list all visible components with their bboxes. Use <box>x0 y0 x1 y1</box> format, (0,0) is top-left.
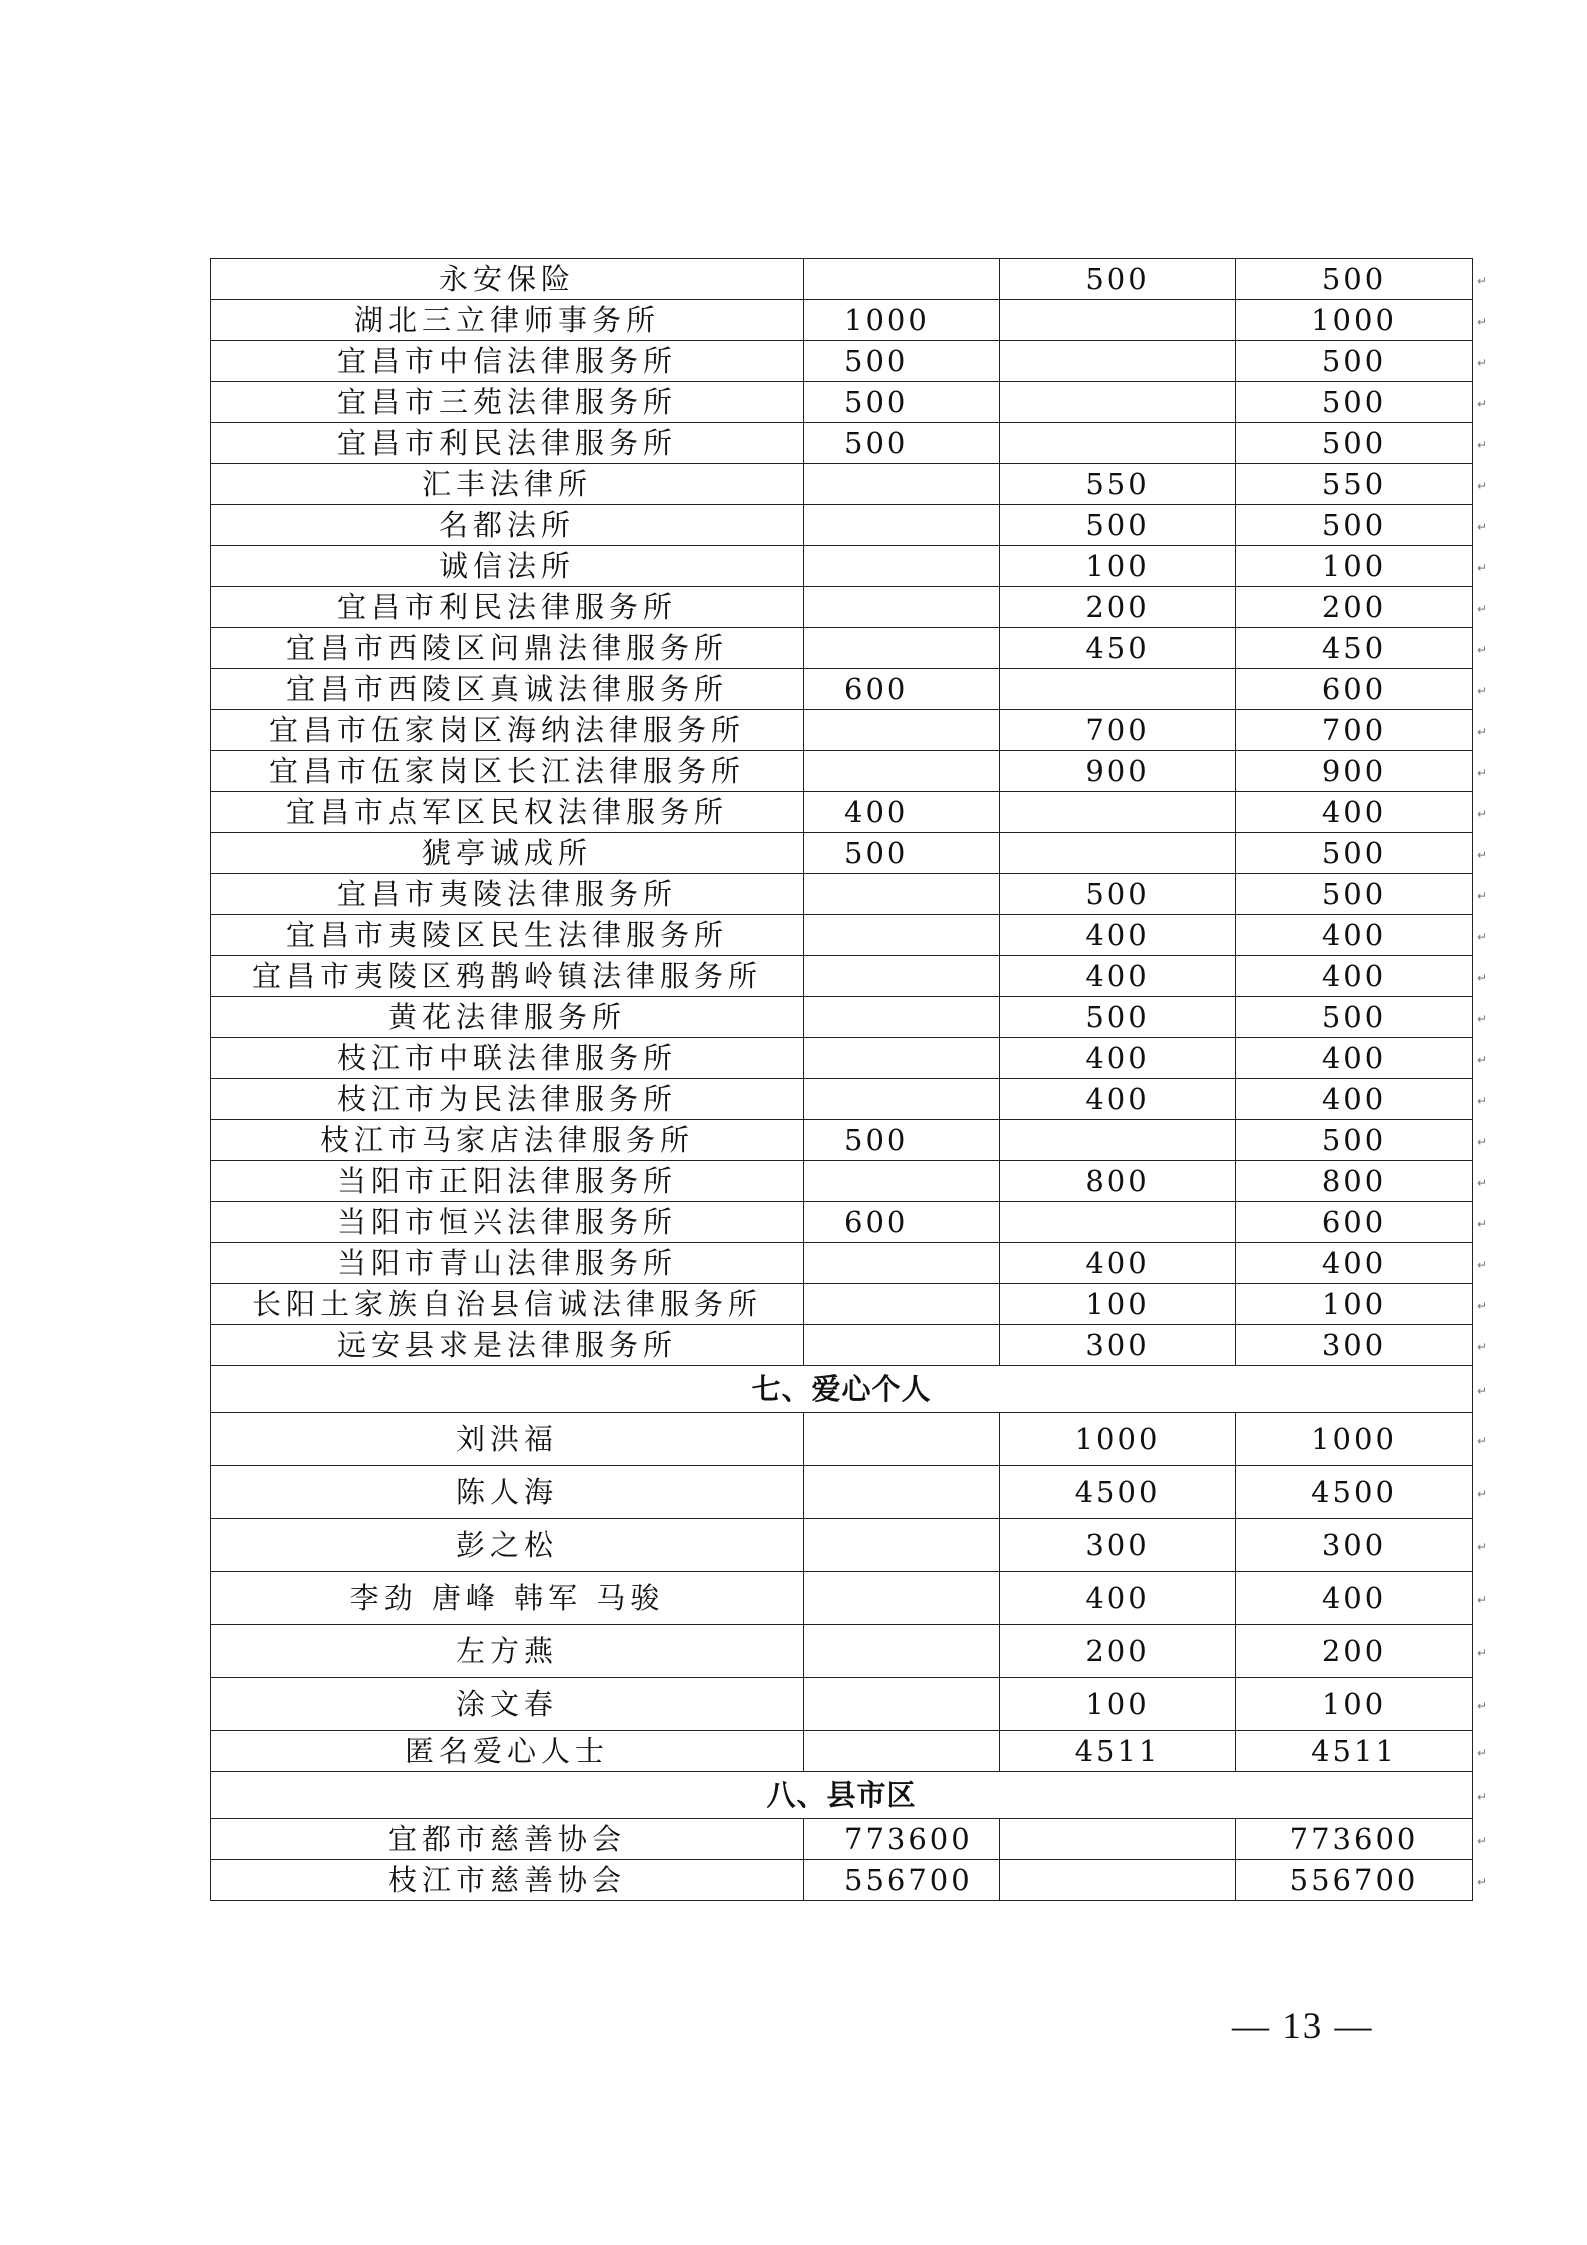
amount-cell-1 <box>804 710 1000 751</box>
table-row <box>211 1466 1473 1519</box>
amount-cell-1 <box>804 751 1000 792</box>
table-row <box>211 1202 1473 1243</box>
table-row <box>211 669 1473 710</box>
donor-name-cell: 枝江市马家店法律服务所 <box>211 1120 804 1161</box>
total-cell: 1000 <box>1236 300 1473 341</box>
donor-name-cell: 永安保险 <box>211 259 804 300</box>
donor-name-cell: 汇丰法律所 <box>211 464 804 505</box>
amount-cell-1 <box>804 1079 1000 1120</box>
amount-cell-2 <box>1000 382 1236 423</box>
donor-name-cell: 猇亭诚成所 <box>211 833 804 874</box>
section-title: 八、县市区 <box>211 1772 1473 1819</box>
donor-name-cell: 枝江市中联法律服务所 <box>211 1038 804 1079</box>
amount-cell-2: 550 <box>1000 464 1236 505</box>
paragraph-mark-icon: ↵ <box>1477 602 1488 616</box>
donor-name-cell: 李劲 唐峰 韩军 马骏 <box>211 1572 804 1625</box>
amount-cell-1 <box>804 587 1000 628</box>
total-cell: 500 <box>1236 874 1473 915</box>
paragraph-mark-icon: ↵ <box>1477 725 1488 739</box>
amount-cell-1: 556700 <box>804 1860 1000 1901</box>
paragraph-mark-icon: ↵ <box>1477 1384 1488 1398</box>
amount-cell-1 <box>804 1678 1000 1731</box>
donor-name-cell: 宜昌市三苑法律服务所 <box>211 382 804 423</box>
donor-name-cell: 左方燕 <box>211 1625 804 1678</box>
amount-cell-1 <box>804 505 1000 546</box>
total-cell: 400 <box>1236 792 1473 833</box>
table-row <box>211 300 1473 341</box>
total-cell: 500 <box>1236 382 1473 423</box>
amount-cell-2: 200 <box>1000 587 1236 628</box>
amount-cell-1 <box>804 1161 1000 1202</box>
amount-cell-1 <box>804 1572 1000 1625</box>
paragraph-mark-icon: ↵ <box>1477 1834 1488 1848</box>
donor-name-cell: 陈人海 <box>211 1466 804 1519</box>
donor-name-cell: 当阳市青山法律服务所 <box>211 1243 804 1284</box>
amount-cell-2: 450 <box>1000 628 1236 669</box>
total-cell: 500 <box>1236 259 1473 300</box>
total-cell: 200 <box>1236 1625 1473 1678</box>
table-row <box>211 1161 1473 1202</box>
amount-cell-1: 400 <box>804 792 1000 833</box>
paragraph-mark-icon: ↵ <box>1477 1790 1488 1804</box>
total-cell: 450 <box>1236 628 1473 669</box>
amount-cell-1: 600 <box>804 669 1000 710</box>
amount-cell-2: 900 <box>1000 751 1236 792</box>
amount-cell-1 <box>804 546 1000 587</box>
amount-cell-1 <box>804 628 1000 669</box>
donor-name-cell: 黄花法律服务所 <box>211 997 804 1038</box>
amount-cell-1 <box>804 956 1000 997</box>
table-row <box>211 874 1473 915</box>
total-cell: 500 <box>1236 505 1473 546</box>
paragraph-mark-icon: ↵ <box>1477 520 1488 534</box>
amount-cell-1 <box>804 1325 1000 1366</box>
amount-cell-2: 100 <box>1000 1284 1236 1325</box>
amount-cell-2: 500 <box>1000 505 1236 546</box>
paragraph-mark-icon: ↵ <box>1477 889 1488 903</box>
amount-cell-2 <box>1000 669 1236 710</box>
paragraph-mark-icon: ↵ <box>1477 1487 1488 1501</box>
paragraph-mark-icon: ↵ <box>1477 1053 1488 1067</box>
total-cell: 800 <box>1236 1161 1473 1202</box>
table-row <box>211 587 1473 628</box>
donor-name-cell: 名都法所 <box>211 505 804 546</box>
amount-cell-1: 1000 <box>804 300 1000 341</box>
table-row <box>211 915 1473 956</box>
paragraph-mark-icon: ↵ <box>1477 971 1488 985</box>
donor-name-cell: 宜都市慈善协会 <box>211 1819 804 1860</box>
amount-cell-2: 400 <box>1000 956 1236 997</box>
table-row <box>211 1079 1473 1120</box>
paragraph-mark-icon: ↵ <box>1477 1746 1488 1760</box>
donor-name-cell: 彭之松 <box>211 1519 804 1572</box>
total-cell: 300 <box>1236 1325 1473 1366</box>
paragraph-mark-icon: ↵ <box>1477 356 1488 370</box>
table-row <box>211 1819 1473 1860</box>
amount-cell-2: 300 <box>1000 1519 1236 1572</box>
table-row <box>211 505 1473 546</box>
table-row <box>211 1038 1473 1079</box>
amount-cell-2 <box>1000 1120 1236 1161</box>
paragraph-mark-icon: ↵ <box>1477 684 1488 698</box>
table-row <box>211 1519 1473 1572</box>
amount-cell-2: 400 <box>1000 1038 1236 1079</box>
paragraph-mark-icon: ↵ <box>1477 1094 1488 1108</box>
paragraph-mark-icon: ↵ <box>1477 315 1488 329</box>
total-cell: 300 <box>1236 1519 1473 1572</box>
donor-name-cell: 宜昌市夷陵法律服务所 <box>211 874 804 915</box>
total-cell: 400 <box>1236 956 1473 997</box>
paragraph-mark-icon: ↵ <box>1477 1434 1488 1448</box>
total-cell: 4511 <box>1236 1731 1473 1772</box>
donor-name-cell: 枝江市为民法律服务所 <box>211 1079 804 1120</box>
total-cell: 600 <box>1236 669 1473 710</box>
table-row <box>211 1120 1473 1161</box>
amount-cell-2: 100 <box>1000 1678 1236 1731</box>
paragraph-mark-icon: ↵ <box>1477 1012 1488 1026</box>
paragraph-mark-icon: ↵ <box>1477 766 1488 780</box>
amount-cell-1 <box>804 1466 1000 1519</box>
total-cell: 400 <box>1236 915 1473 956</box>
paragraph-mark-icon: ↵ <box>1477 1258 1488 1272</box>
amount-cell-2 <box>1000 300 1236 341</box>
total-cell: 500 <box>1236 341 1473 382</box>
amount-cell-1 <box>804 915 1000 956</box>
paragraph-mark-icon: ↵ <box>1477 1340 1488 1354</box>
total-cell: 500 <box>1236 1120 1473 1161</box>
amount-cell-1: 500 <box>804 423 1000 464</box>
total-cell: 900 <box>1236 751 1473 792</box>
paragraph-mark-icon: ↵ <box>1477 1646 1488 1660</box>
table-row <box>211 751 1473 792</box>
amount-cell-2: 1000 <box>1000 1413 1236 1466</box>
table-row <box>211 956 1473 997</box>
amount-cell-2: 400 <box>1000 1572 1236 1625</box>
total-cell: 100 <box>1236 546 1473 587</box>
paragraph-mark-icon: ↵ <box>1477 561 1488 575</box>
total-cell: 600 <box>1236 1202 1473 1243</box>
table-row <box>211 628 1473 669</box>
table-row <box>211 1325 1473 1366</box>
paragraph-mark-icon: ↵ <box>1477 438 1488 452</box>
donor-name-cell: 当阳市恒兴法律服务所 <box>211 1202 804 1243</box>
amount-cell-2: 300 <box>1000 1325 1236 1366</box>
table-row <box>211 259 1473 300</box>
total-cell: 500 <box>1236 423 1473 464</box>
amount-cell-1 <box>804 1731 1000 1772</box>
donor-name-cell: 长阳土家族自治县信诚法律服务所 <box>211 1284 804 1325</box>
paragraph-mark-icon: ↵ <box>1477 930 1488 944</box>
table-row <box>211 1860 1473 1901</box>
table-row <box>211 1284 1473 1325</box>
section-header-row <box>211 1366 1473 1413</box>
total-cell: 400 <box>1236 1243 1473 1284</box>
amount-cell-1 <box>804 1519 1000 1572</box>
amount-cell-2 <box>1000 1202 1236 1243</box>
amount-cell-2: 500 <box>1000 997 1236 1038</box>
amount-cell-1: 500 <box>804 382 1000 423</box>
paragraph-mark-icon: ↵ <box>1477 274 1488 288</box>
amount-cell-1: 773600 <box>804 1819 1000 1860</box>
paragraph-mark-icon: ↵ <box>1477 1299 1488 1313</box>
amount-cell-1: 600 <box>804 1202 1000 1243</box>
amount-cell-1 <box>804 1284 1000 1325</box>
table-row <box>211 341 1473 382</box>
amount-cell-1 <box>804 259 1000 300</box>
amount-cell-2: 200 <box>1000 1625 1236 1678</box>
amount-cell-2: 400 <box>1000 1243 1236 1284</box>
donation-table <box>210 258 1473 1901</box>
table-row <box>211 710 1473 751</box>
paragraph-mark-icon: ↵ <box>1477 1699 1488 1713</box>
amount-cell-2: 500 <box>1000 259 1236 300</box>
donor-name-cell: 宜昌市利民法律服务所 <box>211 587 804 628</box>
paragraph-mark-icon: ↵ <box>1477 1593 1488 1607</box>
amount-cell-2: 4500 <box>1000 1466 1236 1519</box>
total-cell: 400 <box>1236 1038 1473 1079</box>
amount-cell-1 <box>804 464 1000 505</box>
paragraph-mark-icon: ↵ <box>1477 1217 1488 1231</box>
amount-cell-2 <box>1000 1860 1236 1901</box>
table-row <box>211 1625 1473 1678</box>
paragraph-mark-icon: ↵ <box>1477 1135 1488 1149</box>
amount-cell-2 <box>1000 833 1236 874</box>
table-row <box>211 997 1473 1038</box>
total-cell: 556700 <box>1236 1860 1473 1901</box>
total-cell: 550 <box>1236 464 1473 505</box>
donor-name-cell: 宜昌市中信法律服务所 <box>211 341 804 382</box>
table-row <box>211 1731 1473 1772</box>
total-cell: 773600 <box>1236 1819 1473 1860</box>
amount-cell-1 <box>804 997 1000 1038</box>
paragraph-mark-icon: ↵ <box>1477 848 1488 862</box>
paragraph-mark-icon: ↵ <box>1477 479 1488 493</box>
donor-name-cell: 宜昌市伍家岗区海纳法律服务所 <box>211 710 804 751</box>
table-row <box>211 792 1473 833</box>
amount-cell-1 <box>804 1625 1000 1678</box>
table-row <box>211 833 1473 874</box>
table-row <box>211 1243 1473 1284</box>
amount-cell-2 <box>1000 423 1236 464</box>
table-row <box>211 1678 1473 1731</box>
section-title: 七、爱心个人 <box>211 1366 1473 1413</box>
amount-cell-2: 500 <box>1000 874 1236 915</box>
donation-table-body <box>211 259 1473 1901</box>
donor-name-cell: 涂文春 <box>211 1678 804 1731</box>
total-cell: 200 <box>1236 587 1473 628</box>
total-cell: 400 <box>1236 1079 1473 1120</box>
amount-cell-2 <box>1000 792 1236 833</box>
donor-name-cell: 宜昌市西陵区真诚法律服务所 <box>211 669 804 710</box>
amount-cell-2 <box>1000 341 1236 382</box>
paragraph-mark-icon: ↵ <box>1477 397 1488 411</box>
table-row <box>211 1572 1473 1625</box>
paragraph-mark-icon: ↵ <box>1477 643 1488 657</box>
table-row <box>211 382 1473 423</box>
total-cell: 100 <box>1236 1284 1473 1325</box>
table-row <box>211 464 1473 505</box>
table-row <box>211 1413 1473 1466</box>
donor-name-cell: 宜昌市西陵区问鼎法律服务所 <box>211 628 804 669</box>
donor-name-cell: 宜昌市利民法律服务所 <box>211 423 804 464</box>
donor-name-cell: 刘洪福 <box>211 1413 804 1466</box>
total-cell: 500 <box>1236 833 1473 874</box>
donor-name-cell: 远安县求是法律服务所 <box>211 1325 804 1366</box>
amount-cell-2: 4511 <box>1000 1731 1236 1772</box>
donor-name-cell: 当阳市正阳法律服务所 <box>211 1161 804 1202</box>
paragraph-mark-icon: ↵ <box>1477 1875 1488 1889</box>
amount-cell-2: 700 <box>1000 710 1236 751</box>
amount-cell-1: 500 <box>804 1120 1000 1161</box>
donor-name-cell: 诚信法所 <box>211 546 804 587</box>
donor-name-cell: 宜昌市夷陵区鸦鹊岭镇法律服务所 <box>211 956 804 997</box>
donor-name-cell: 宜昌市点军区民权法律服务所 <box>211 792 804 833</box>
total-cell: 100 <box>1236 1678 1473 1731</box>
amount-cell-1 <box>804 1243 1000 1284</box>
amount-cell-2: 400 <box>1000 1079 1236 1120</box>
amount-cell-2: 100 <box>1000 546 1236 587</box>
table-row <box>211 423 1473 464</box>
amount-cell-1 <box>804 1038 1000 1079</box>
amount-cell-1: 500 <box>804 833 1000 874</box>
amount-cell-2: 400 <box>1000 915 1236 956</box>
section-header-row <box>211 1772 1473 1819</box>
paragraph-mark-icon: ↵ <box>1477 1176 1488 1190</box>
donor-name-cell: 宜昌市夷陵区民生法律服务所 <box>211 915 804 956</box>
donor-name-cell: 宜昌市伍家岗区长江法律服务所 <box>211 751 804 792</box>
total-cell: 500 <box>1236 997 1473 1038</box>
total-cell: 700 <box>1236 710 1473 751</box>
donor-name-cell: 枝江市慈善协会 <box>211 1860 804 1901</box>
paragraph-mark-icon: ↵ <box>1477 1540 1488 1554</box>
paragraph-mark-icon: ↵ <box>1477 807 1488 821</box>
amount-cell-1 <box>804 1413 1000 1466</box>
total-cell: 400 <box>1236 1572 1473 1625</box>
donor-name-cell: 湖北三立律师事务所 <box>211 300 804 341</box>
total-cell: 1000 <box>1236 1413 1473 1466</box>
table-row <box>211 546 1473 587</box>
total-cell: 4500 <box>1236 1466 1473 1519</box>
amount-cell-2: 800 <box>1000 1161 1236 1202</box>
amount-cell-2 <box>1000 1819 1236 1860</box>
amount-cell-1 <box>804 874 1000 915</box>
page-number: — 13 — <box>1232 2006 1374 2047</box>
donor-name-cell: 匿名爱心人士 <box>211 1731 804 1772</box>
amount-cell-1: 500 <box>804 341 1000 382</box>
